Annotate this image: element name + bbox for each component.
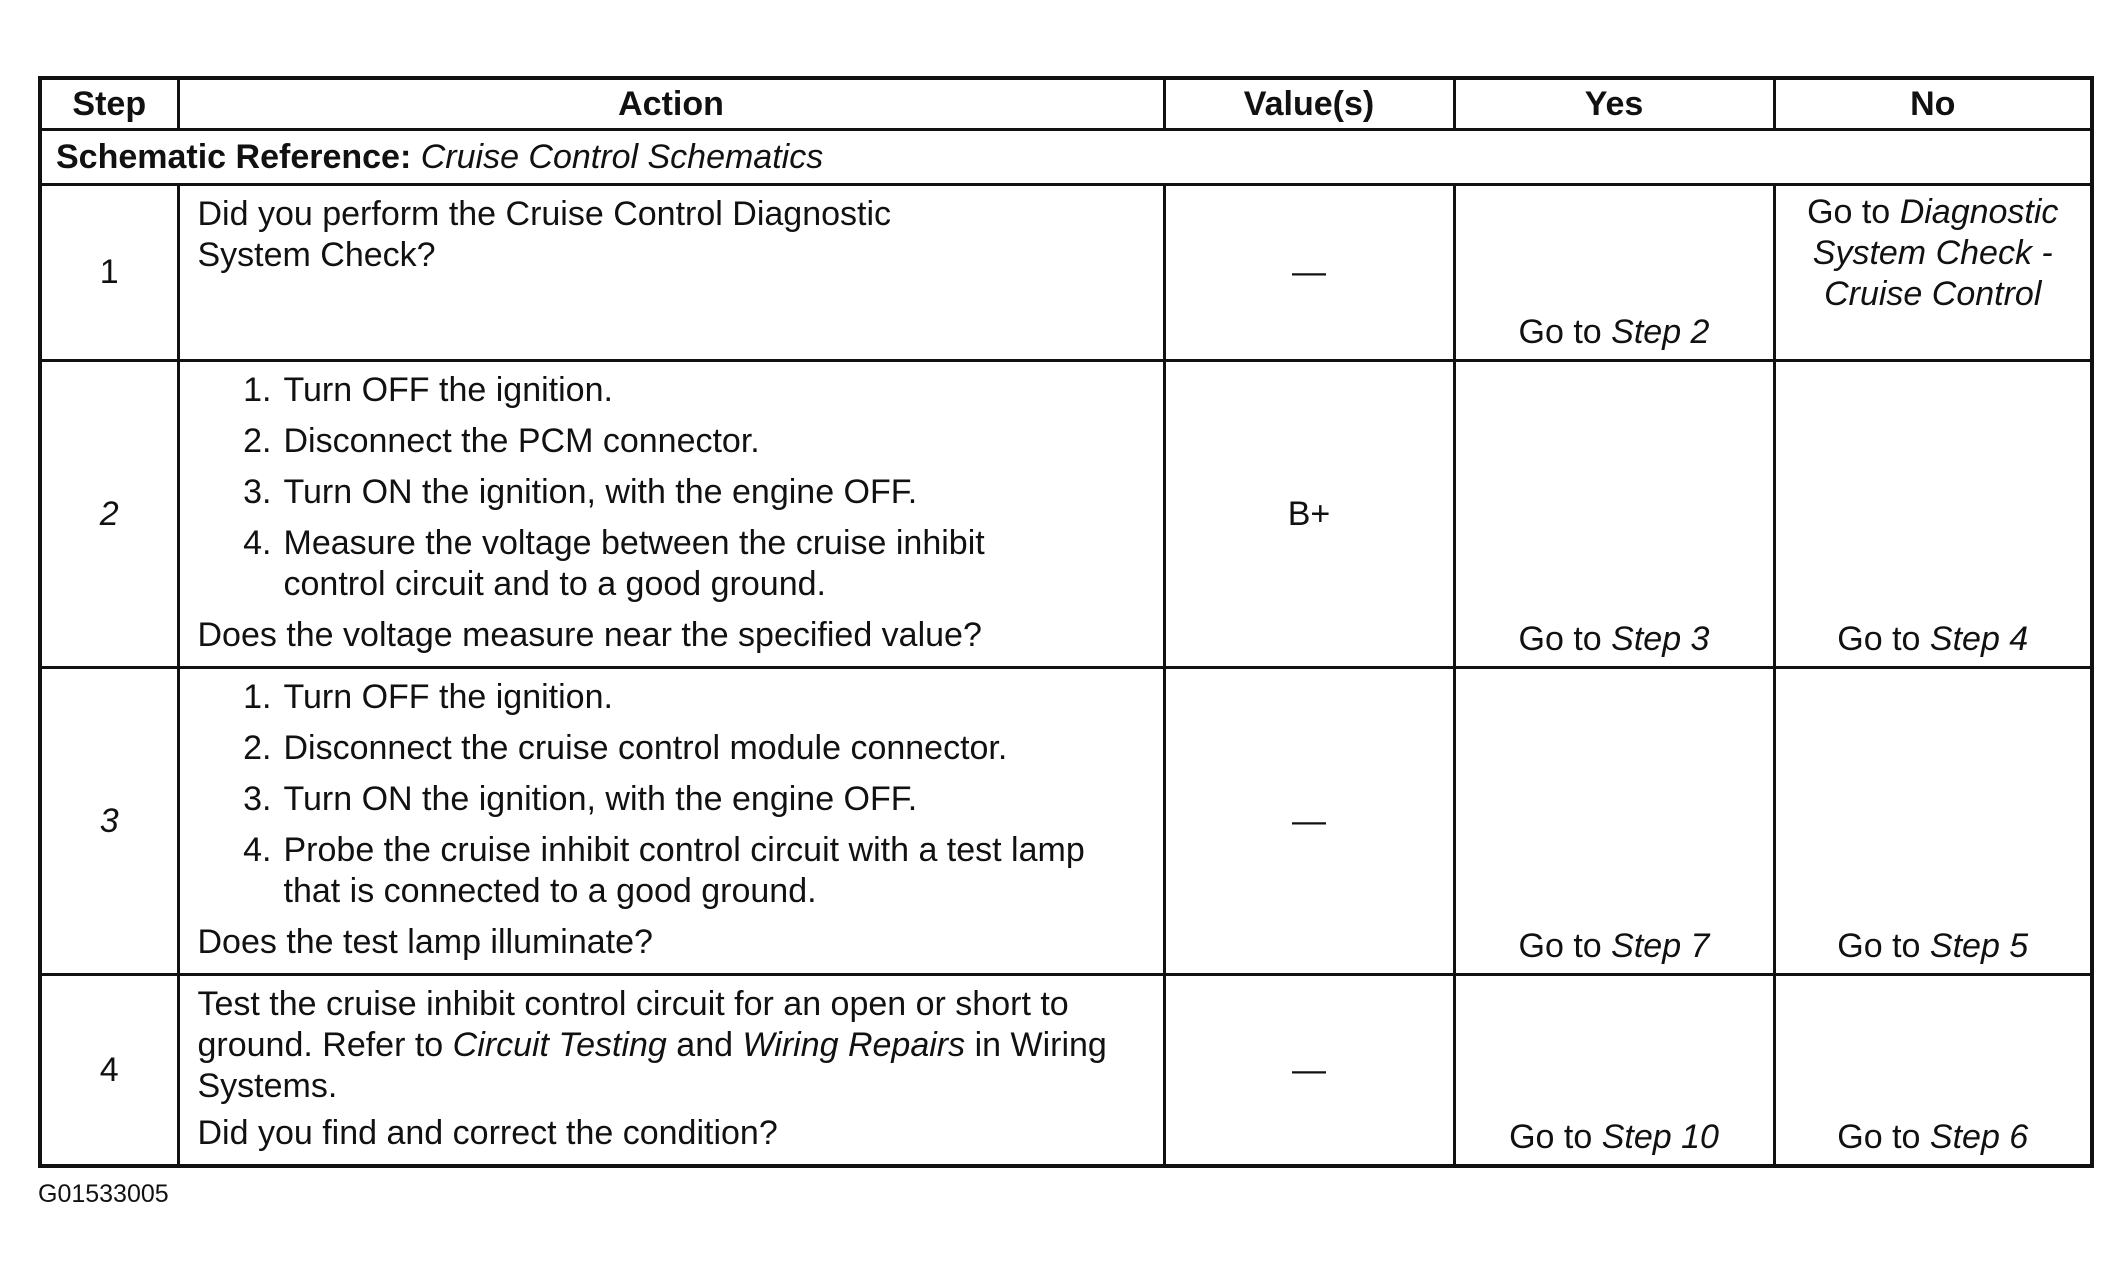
yes-step-link[interactable]: Step 3 — [1611, 620, 1710, 658]
no-step-link[interactable]: Step 5 — [1929, 927, 2029, 965]
procedure-number: 1. — [243, 371, 272, 409]
yes-step-link[interactable]: Step 7 — [1611, 927, 1710, 965]
schematic-reference-cell — [40, 130, 2092, 185]
yes-step-link[interactable]: Step 10 — [1601, 1118, 1719, 1156]
procedure-item — [198, 472, 1149, 513]
value-cell: — — [1164, 975, 1454, 1167]
question-text: Does the voltage measure near the specified value? — [197, 616, 982, 654]
procedure-number: 2. — [243, 729, 272, 767]
action-text-part: in Wiring Systems. — [197, 1026, 1107, 1105]
step-number: 1 — [40, 185, 178, 361]
no-cell — [1774, 668, 2092, 975]
yes-cell — [1454, 975, 1774, 1167]
header-values: Value(s) — [1164, 78, 1454, 130]
procedure-item — [198, 370, 1149, 411]
no-cell — [1774, 185, 2092, 361]
action-text-part: Test the cruise inhibit control circuit for an open or short to ground. Refer to — [197, 985, 1069, 1064]
question-text: Does the test lamp illuminate? — [197, 923, 653, 961]
step-number: 3 — [40, 668, 178, 975]
no-prefix: Go to — [1837, 927, 1921, 965]
action-text — [198, 984, 1149, 1107]
procedure-item — [198, 677, 1149, 718]
yes-cell — [1454, 185, 1774, 361]
diagnostic-table — [38, 76, 2094, 1168]
procedure-number: 3. — [243, 780, 272, 818]
procedure-text: Turn ON the ignition, with the engine OFF. — [283, 473, 918, 511]
yes-step-link[interactable]: Step 2 — [1611, 313, 1710, 351]
procedure-item — [198, 523, 1149, 605]
procedure-list — [198, 677, 1149, 912]
procedure-text: Turn OFF the ignition. — [283, 678, 613, 716]
procedure-item — [198, 779, 1149, 820]
no-cell — [1774, 975, 2092, 1167]
no-cell — [1774, 361, 2092, 668]
header-step: Step — [40, 78, 178, 130]
header-action: Action — [178, 78, 1164, 130]
table-row — [40, 361, 2092, 668]
header-no: No — [1774, 78, 2092, 130]
value-cell: — — [1164, 668, 1454, 975]
yes-prefix: Go to — [1509, 1118, 1593, 1156]
table-row — [40, 668, 2092, 975]
procedure-text: Disconnect the PCM connector. — [283, 422, 760, 460]
procedure-number: 2. — [243, 422, 272, 460]
no-prefix: Go to — [1837, 1118, 1921, 1156]
no-step-link[interactable]: Step 4 — [1929, 620, 2029, 658]
step-number: 4 — [40, 975, 178, 1167]
procedure-text: Disconnect the cruise control module connector. — [283, 729, 1008, 767]
header-row — [40, 78, 2092, 130]
procedure-text: Measure the voltage between the cruise inhibit control circuit and to a good ground. — [283, 524, 985, 603]
yes-prefix: Go to — [1518, 313, 1602, 351]
procedure-list — [198, 370, 1149, 605]
procedure-number: 4. — [243, 524, 272, 562]
table-row — [40, 185, 2092, 361]
step-number: 2 — [40, 361, 178, 668]
yes-cell — [1454, 361, 1774, 668]
action-text-part: and — [676, 1026, 734, 1064]
no-step-link[interactable]: Diagnostic System Check - Cruise Control — [1812, 193, 2059, 313]
action-cell — [178, 361, 1164, 668]
question-text: Did you find and correct the condition? — [197, 1114, 778, 1152]
procedure-text: Probe the cruise inhibit control circuit with a test lamp that is connected to a good ground. — [283, 831, 1085, 910]
schematic-reference-label: Schematic Reference: — [56, 137, 412, 176]
procedure-item — [198, 830, 1149, 912]
procedure-number: 1. — [243, 678, 272, 716]
yes-prefix: Go to — [1518, 927, 1602, 965]
figure-id: G01533005 — [38, 1180, 169, 1208]
circuit-testing-link[interactable]: Circuit Testing — [452, 1026, 667, 1064]
diagnostic-table-container — [38, 76, 2090, 1168]
action-cell — [178, 185, 1164, 361]
no-prefix: Go to — [1837, 620, 1921, 658]
procedure-text: Turn ON the ignition, with the engine OFF. — [283, 780, 918, 818]
procedure-item — [198, 728, 1149, 769]
yes-cell — [1454, 668, 1774, 975]
value-cell: B+ — [1164, 361, 1454, 668]
wiring-repairs-link[interactable]: Wiring Repairs — [742, 1026, 966, 1064]
header-yes: Yes — [1454, 78, 1774, 130]
action-cell — [178, 975, 1164, 1167]
value-cell: — — [1164, 185, 1454, 361]
schematic-reference-link[interactable]: Cruise Control Schematics — [420, 137, 824, 176]
action-cell — [178, 668, 1164, 975]
action-text: Did you perform the Cruise Control Diagnostic System Check? — [197, 195, 892, 274]
schematic-reference-row — [40, 130, 2092, 185]
procedure-number: 3. — [243, 473, 272, 511]
no-step-link[interactable]: Step 6 — [1929, 1118, 2029, 1156]
procedure-text: Turn OFF the ignition. — [283, 371, 613, 409]
procedure-item — [198, 421, 1149, 462]
yes-prefix: Go to — [1518, 620, 1602, 658]
no-prefix: Go to — [1807, 193, 1891, 231]
table-row — [40, 975, 2092, 1167]
procedure-number: 4. — [243, 831, 272, 869]
